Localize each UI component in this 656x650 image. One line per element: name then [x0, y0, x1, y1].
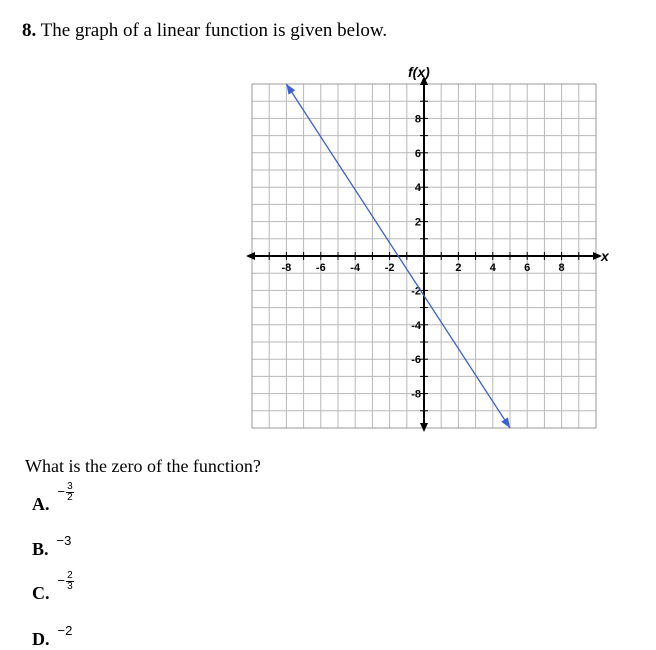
- choice-value: −3: [56, 533, 72, 548]
- choice-letter: A.: [32, 494, 50, 514]
- y-axis-label: f(x): [408, 64, 430, 80]
- prompt: What is the zero of the function?: [25, 456, 261, 476]
- x-tick-label: 8: [558, 262, 565, 274]
- choice-c[interactable]: [32, 570, 74, 603]
- x-tick-label: -2: [384, 262, 395, 274]
- question-header: [22, 20, 387, 42]
- x-axis-arrow-left: [246, 252, 255, 260]
- function-arrow-start: [286, 84, 295, 95]
- y-tick-label: 4: [414, 182, 421, 195]
- linear-function-graph: [248, 64, 609, 430]
- axes: [246, 76, 602, 432]
- y-tick-label: -4: [411, 319, 421, 332]
- y-tick-label: 6: [414, 147, 421, 160]
- x-tick-label: -6: [315, 262, 326, 274]
- x-tick-label: -8: [281, 262, 292, 274]
- y-tick-label: -2: [411, 285, 421, 298]
- y-tick-label: 8: [414, 113, 421, 126]
- choice-letter: B.: [32, 539, 49, 559]
- x-tick-label: 4: [489, 262, 496, 274]
- x-tick-label: 2: [455, 262, 462, 274]
- choice-b[interactable]: [32, 527, 72, 559]
- choice-letter: D.: [32, 629, 50, 649]
- choice-value: −2: [57, 623, 73, 638]
- question-number: 8.: [22, 20, 37, 41]
- choice-a[interactable]: [32, 481, 74, 514]
- x-axis-label: x: [601, 248, 609, 264]
- function-arrow-end: [501, 417, 510, 428]
- y-tick-label: -8: [411, 388, 421, 401]
- choice-value: − $\frac{3}{2}$: [57, 481, 73, 503]
- question-text: The graph of a linear function is given below.: [40, 20, 388, 41]
- x-tick-label: -4: [350, 262, 361, 274]
- y-tick-label: -6: [411, 354, 421, 367]
- x-tick-label: 6: [524, 262, 531, 274]
- choice-d[interactable]: [32, 617, 73, 649]
- choice-letter: C.: [32, 583, 50, 603]
- y-tick-label: 2: [414, 216, 421, 229]
- choice-value: − $\frac{2}{3}$: [57, 570, 73, 592]
